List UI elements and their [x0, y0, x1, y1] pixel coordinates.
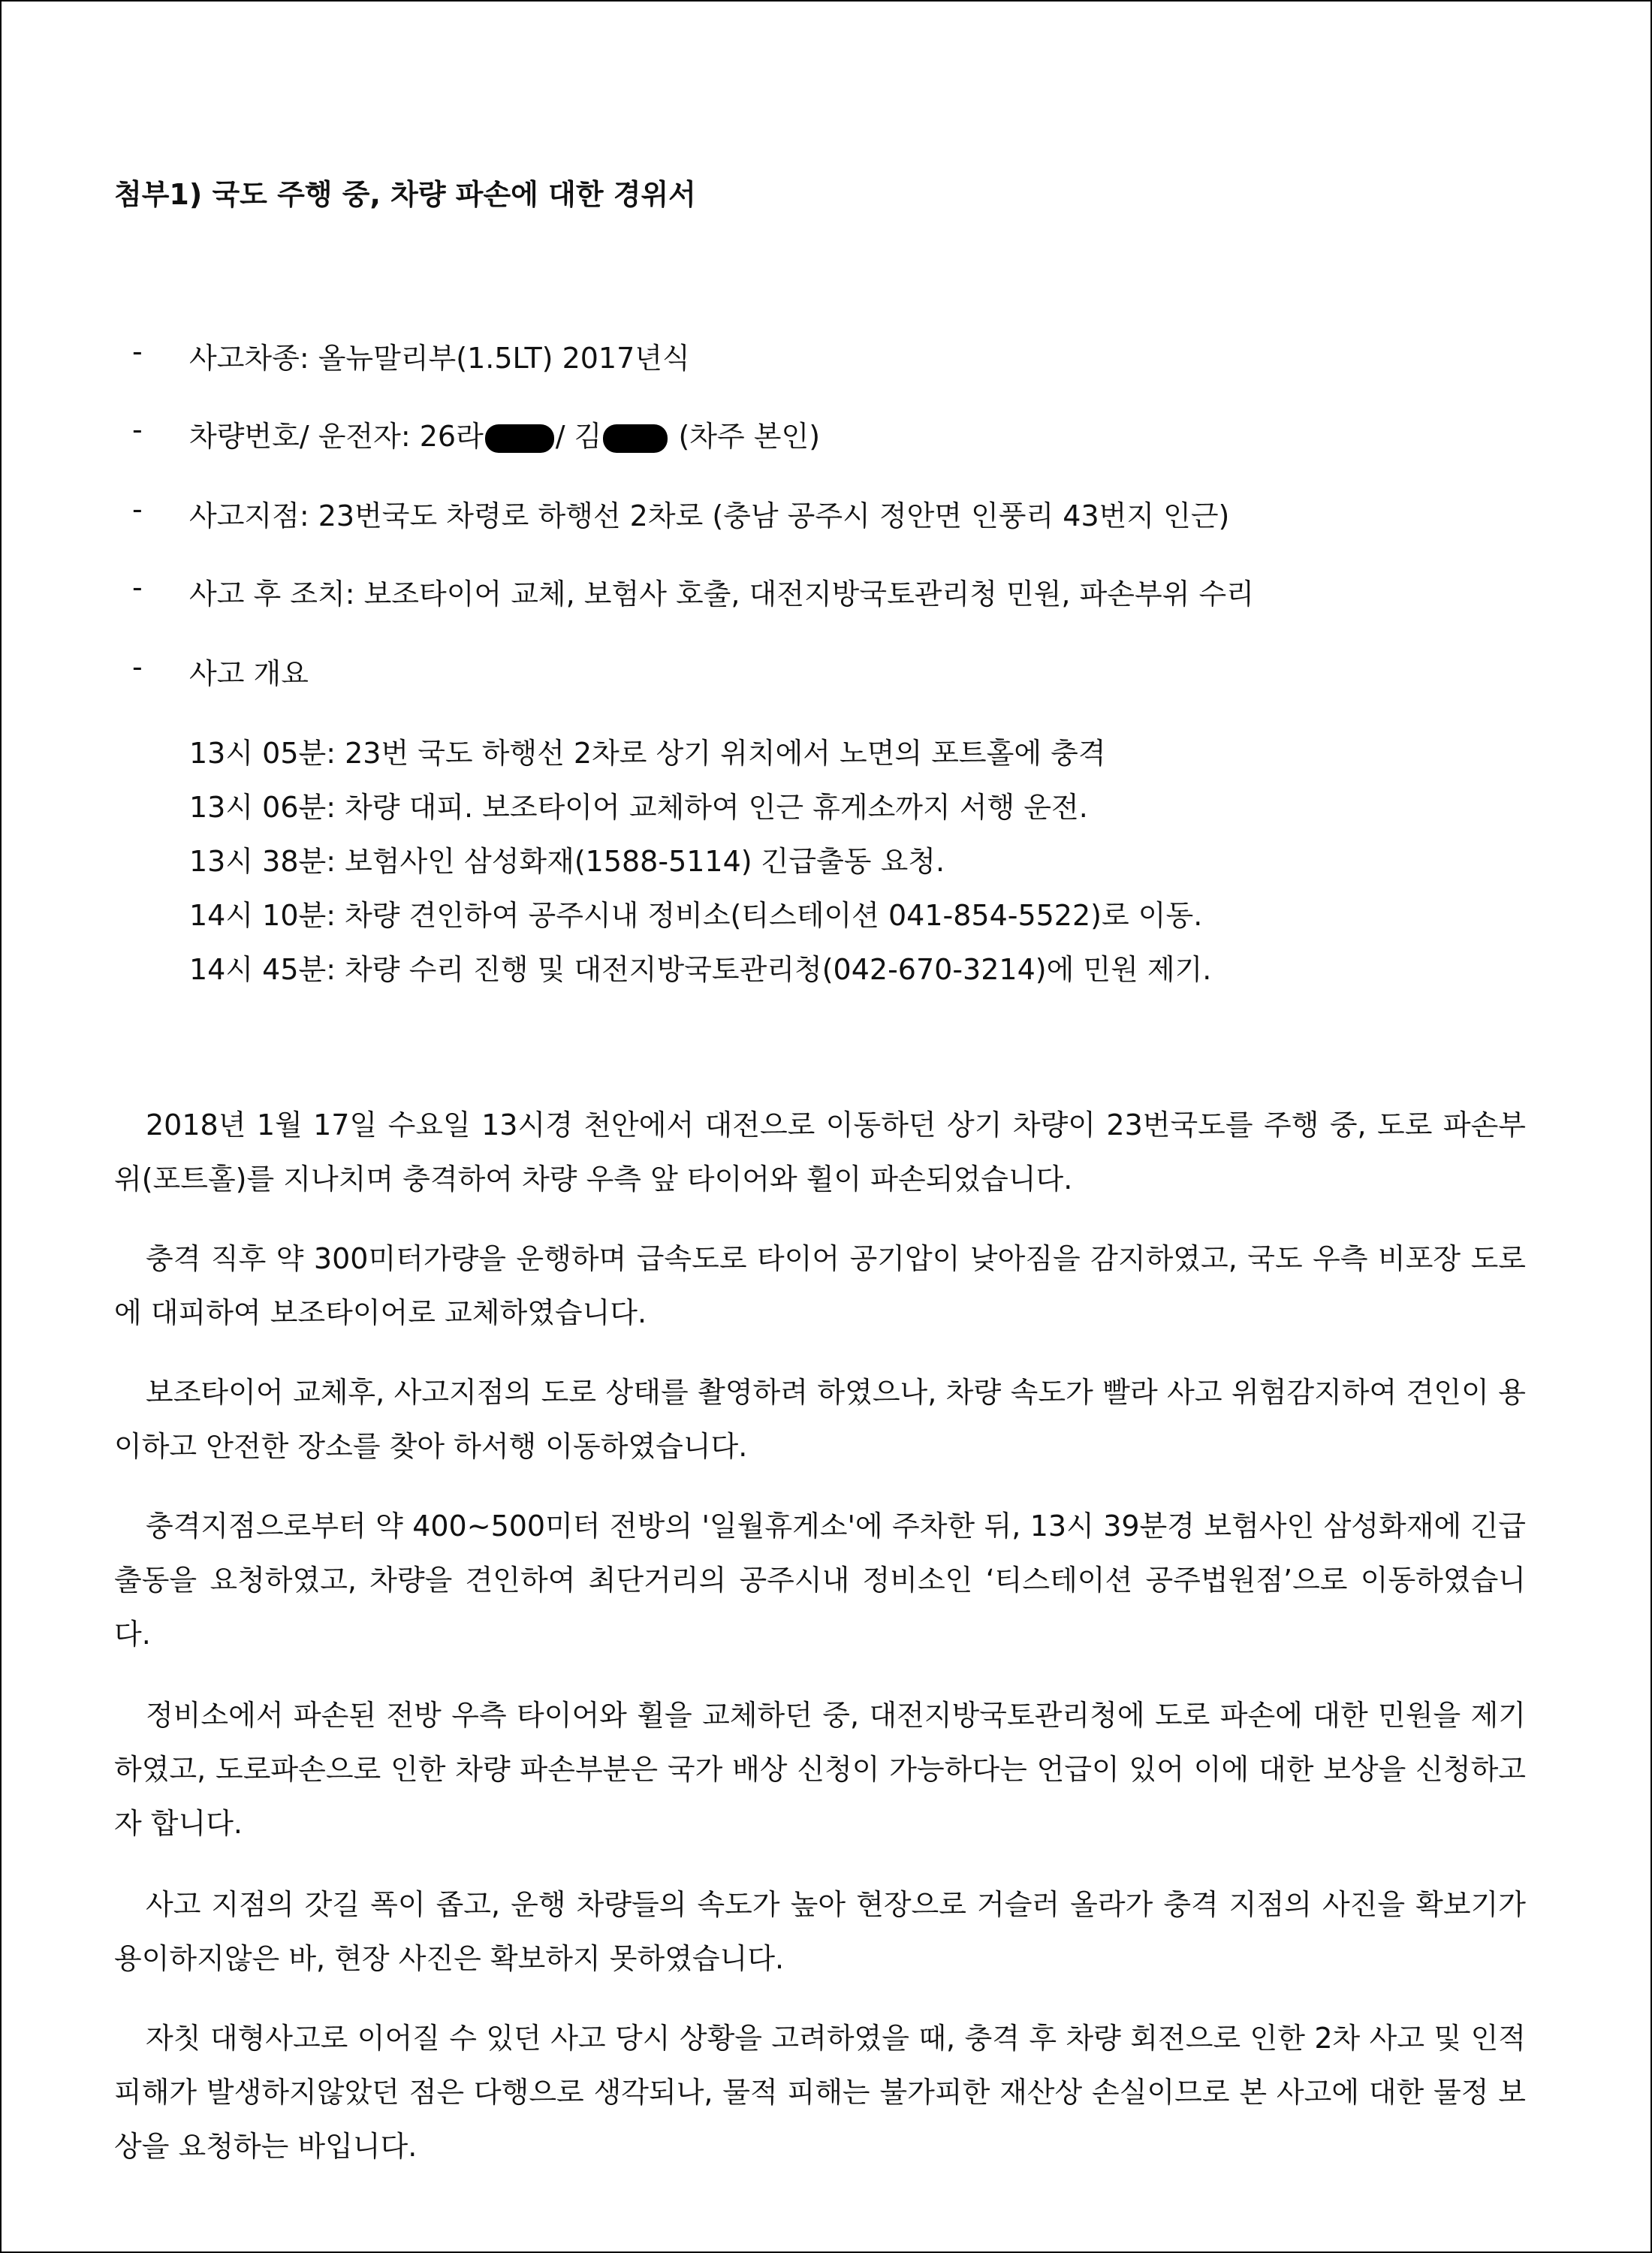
- body-paragraph: 자칫 대형사고로 이어질 수 있던 사고 당시 상황을 고려하였을 때, 충격 후 차량 회전으로 인한 2차 사고 및 인적 피해가 발생하지않았던 점은 다행으로 생각되나, 물적 피해는 불가피한 재산상 손실이므로 본 사고에 대한 물정 보상을 요청하는 바입니다.: [114, 2022, 1526, 2163]
- list-dash: -: [132, 650, 143, 683]
- timeline-item: 14시 45분: 차량 수리 진행 및 대전지방국토관리청(042-670-3214)에 민원 제기.: [189, 953, 1212, 986]
- location-text: 사고지점: 23번국도 차령로 하행선 2차로 (충남 공주시 정안면 인풍리 43번지 인근): [189, 499, 1230, 532]
- document-title: 첨부1) 국도 주행 중, 차량 파손에 대한 경위서: [114, 178, 696, 211]
- list-dash: -: [132, 571, 143, 604]
- timeline-item: 13시 05분: 23번 국도 하행선 2차로 상기 위치에서 노면의 포트홀에 충격: [189, 737, 1106, 770]
- plate-mid: / 김: [555, 420, 602, 453]
- timeline-item: 13시 38분: 보험사인 삼성화재(1588-5114) 긴급출동 요청.: [189, 845, 945, 878]
- plate-driver-text: [189, 413, 820, 454]
- list-dash: -: [132, 413, 143, 446]
- vehicle-model-text: 사고차종: 올뉴말리부(1.5LT) 2017년식: [189, 342, 690, 375]
- body-paragraph: 보조타이어 교체후, 사고지점의 도로 상태를 촬영하려 하였으나, 차량 속도가 빨라 사고 위험감지하여 견인이 용이하고 안전한 장소를 찾아 하서행 이동하였습니다.: [114, 1376, 1526, 1463]
- body-paragraph: 충격 직후 약 300미터가량을 운행하며 급속도로 타이어 공기압이 낮아짐을 감지하였고, 국도 우측 비포장 도로에 대피하여 보조타이어로 교체하였습니다.: [114, 1242, 1526, 1329]
- redaction-mark: [603, 424, 668, 453]
- overview-label: 사고 개요: [189, 657, 309, 690]
- list-dash: -: [132, 493, 143, 526]
- redaction-mark: [485, 424, 554, 453]
- plate-suffix: (차주 본인): [678, 420, 821, 453]
- timeline-item: 14시 10분: 차량 견인하여 공주시내 정비소(티스테이션 041-854-5522)로 이동.: [189, 899, 1203, 932]
- timeline-item: 13시 06분: 차량 대피. 보조타이어 교체하여 인근 휴게소까지 서행 운전.: [189, 791, 1088, 824]
- body-paragraph: 충격지점으로부터 약 400~500미터 전방의 '일월휴게소'에 주차한 뒤, 13시 39분경 보험사인 삼성화재에 긴급출동을 요청하였고, 차량을 견인하여 최단거리의 공주시내 정비소인 ‘티스테이션 공주법원점’으로 이동하였습니다.: [114, 1510, 1526, 1651]
- body-paragraph: 2018년 1월 17일 수요일 13시경 천안에서 대전으로 이동하던 상기 차량이 23번국도를 주행 중, 도로 파손부위(포트홀)를 지나치며 충격하여 차량 우측 앞 타이어와 휠이 파손되었습니다.: [114, 1108, 1526, 1196]
- list-dash: -: [132, 335, 143, 368]
- measures-text: 사고 후 조치: 보조타이어 교체, 보험사 호출, 대전지방국토관리청 민원, 파손부위 수리: [189, 578, 1254, 611]
- body-paragraph: 정비소에서 파손된 전방 우측 타이어와 휠을 교체하던 중, 대전지방국토관리청에 도로 파손에 대한 민원을 제기하였고, 도로파손으로 인한 차량 파손부분은 국가 배상 신청이 가능하다는 언급이 있어 이에 대한 보상을 신청하고자 합니다.: [114, 1699, 1526, 1840]
- body-paragraph: 사고 지점의 갓길 폭이 좁고, 운행 차량들의 속도가 높아 현장으로 거슬러 올라가 충격 지점의 사진을 확보기가 용이하지않은 바, 현장 사진은 확보하지 못하였습니다.: [114, 1888, 1526, 1975]
- plate-prefix: 차량번호/ 운전자: 26라: [189, 420, 484, 453]
